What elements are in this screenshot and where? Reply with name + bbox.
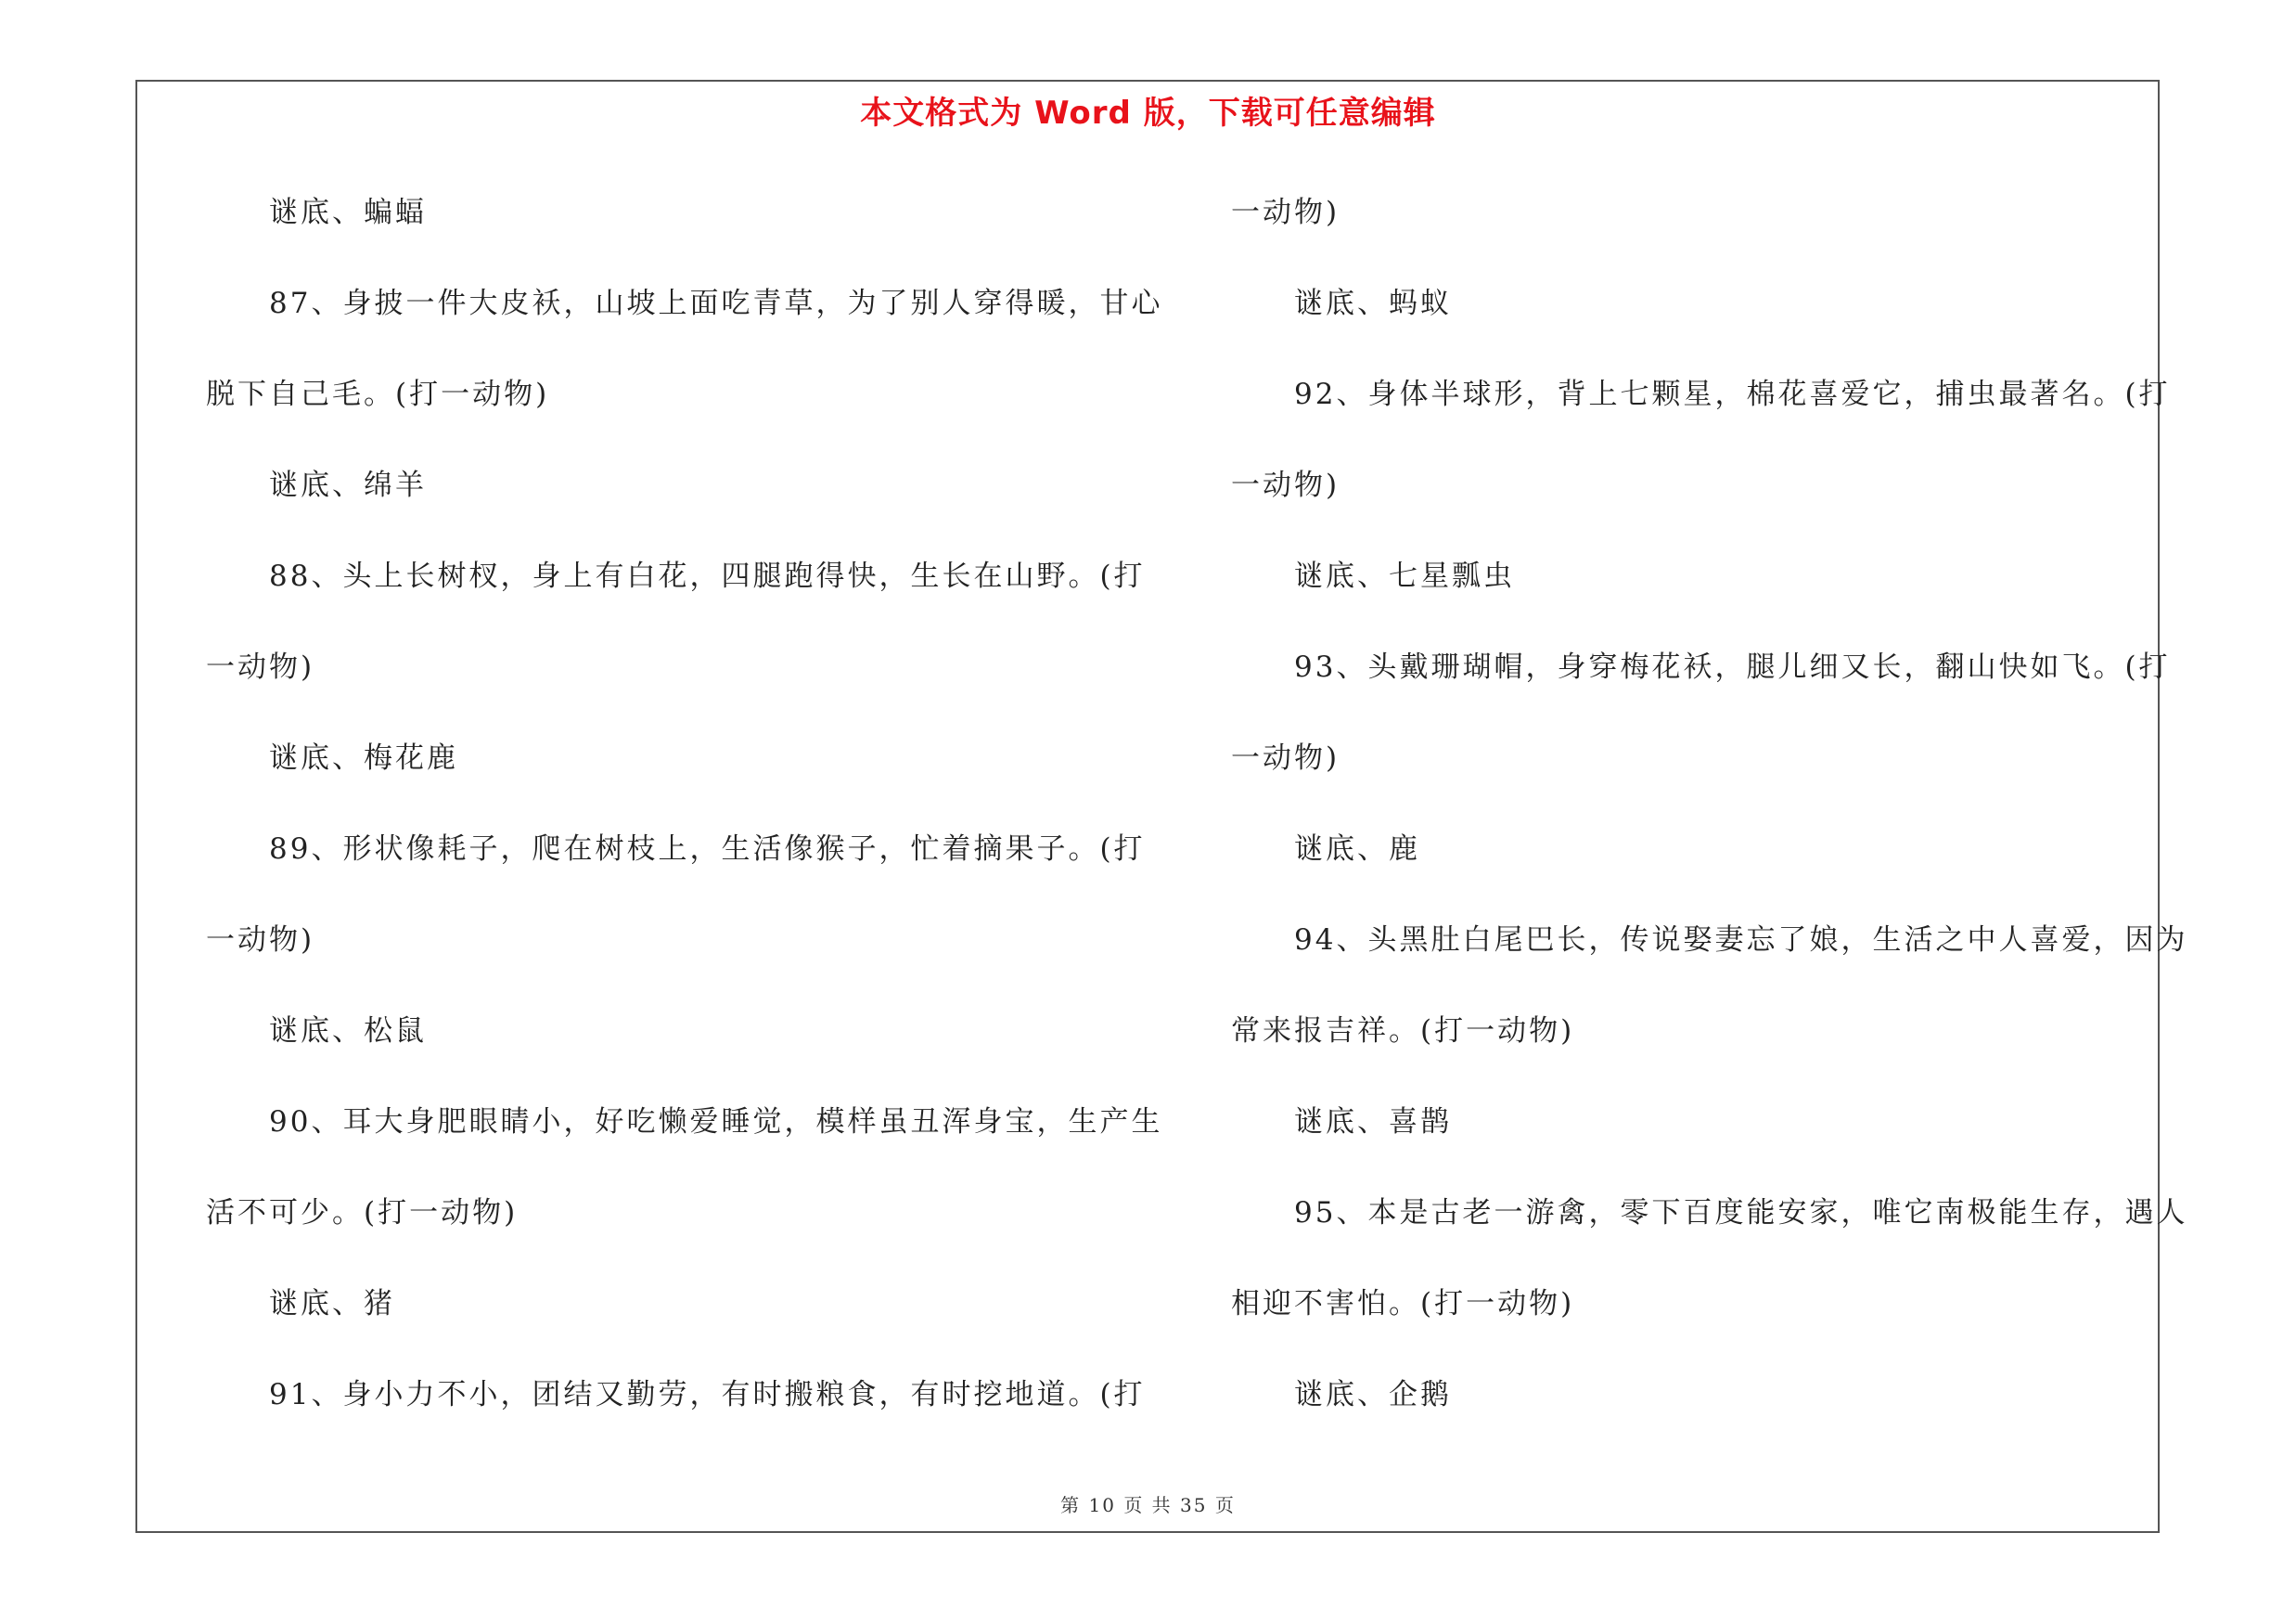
riddle-answer: 谜底、企鹅 [1294,1378,1452,1411]
left-text-column [206,176,1163,1449]
riddle-text-line: 92、身体半球形，背上七颗星，棉花喜爱它，捕虫最著名。(打 [1294,378,2171,411]
riddle-answer: 谜底、猪 [269,1287,395,1320]
riddle-answer: 谜底、蝙蝠 [269,196,427,229]
riddle-text-line: 95、本是古老一游禽，零下百度能安家，唯它南极能生存，遇人 [1294,1196,2188,1230]
riddle-text-line: 87、身披一件大皮袄，山坡上面吃青草，为了别人穿得暖，甘心 [269,287,1163,320]
page-number-footer: 第 10 页 共 35 页 [1060,1494,1236,1516]
riddle-text-line: 一动物) [206,650,315,684]
riddle-text-line: 90、耳大身肥眼睛小，好吃懒爱睡觉，模样虽丑浑身宝，生产生 [269,1105,1163,1139]
riddle-answer: 谜底、梅花鹿 [269,741,458,775]
riddle-text-line: 一动物) [1231,469,1340,502]
riddle-text-line: 94、头黑肚白尾巴长，传说娶妻忘了娘，生活之中人喜爱，因为 [1294,923,2188,957]
riddle-text-line: 88、头上长树杈，身上有白花，四腿跑得快，生长在山野。(打 [269,560,1146,593]
riddle-text-line: 活不可少。(打一动物) [206,1196,519,1230]
riddle-text-line: 一动物) [206,923,315,957]
riddle-text-line: 91、身小力不小，团结又勤劳，有时搬粮食，有时挖地道。(打 [269,1378,1146,1411]
riddle-answer: 谜底、七星瓢虫 [1294,560,1515,593]
riddle-text-line: 93、头戴珊瑚帽，身穿梅花袄，腿儿细又长，翻山快如飞。(打 [1294,650,2171,684]
riddle-text-line: 一动物) [1231,741,1340,775]
riddle-text-line: 常来报吉祥。(打一动物) [1231,1014,1575,1048]
riddle-answer: 谜底、蚂蚁 [1294,287,1452,320]
riddle-text-line: 一动物) [1231,196,1340,229]
riddle-text-line: 脱下自己毛。(打一动物) [206,378,550,411]
riddle-answer: 谜底、鹿 [1294,832,1420,866]
riddle-text-line: 相迎不害怕。(打一动物) [1231,1287,1575,1320]
riddle-answer: 谜底、绵羊 [269,469,427,502]
riddle-answer: 谜底、松鼠 [269,1014,427,1048]
right-text-column [1231,176,2188,1449]
riddle-answer: 谜底、喜鹊 [1294,1105,1452,1139]
riddle-text-line: 89、形状像耗子，爬在树枝上，生活像猴子，忙着摘果子。(打 [269,832,1146,866]
format-notice-banner: 本文格式为 Word 版，下载可任意编辑 [860,95,1436,132]
